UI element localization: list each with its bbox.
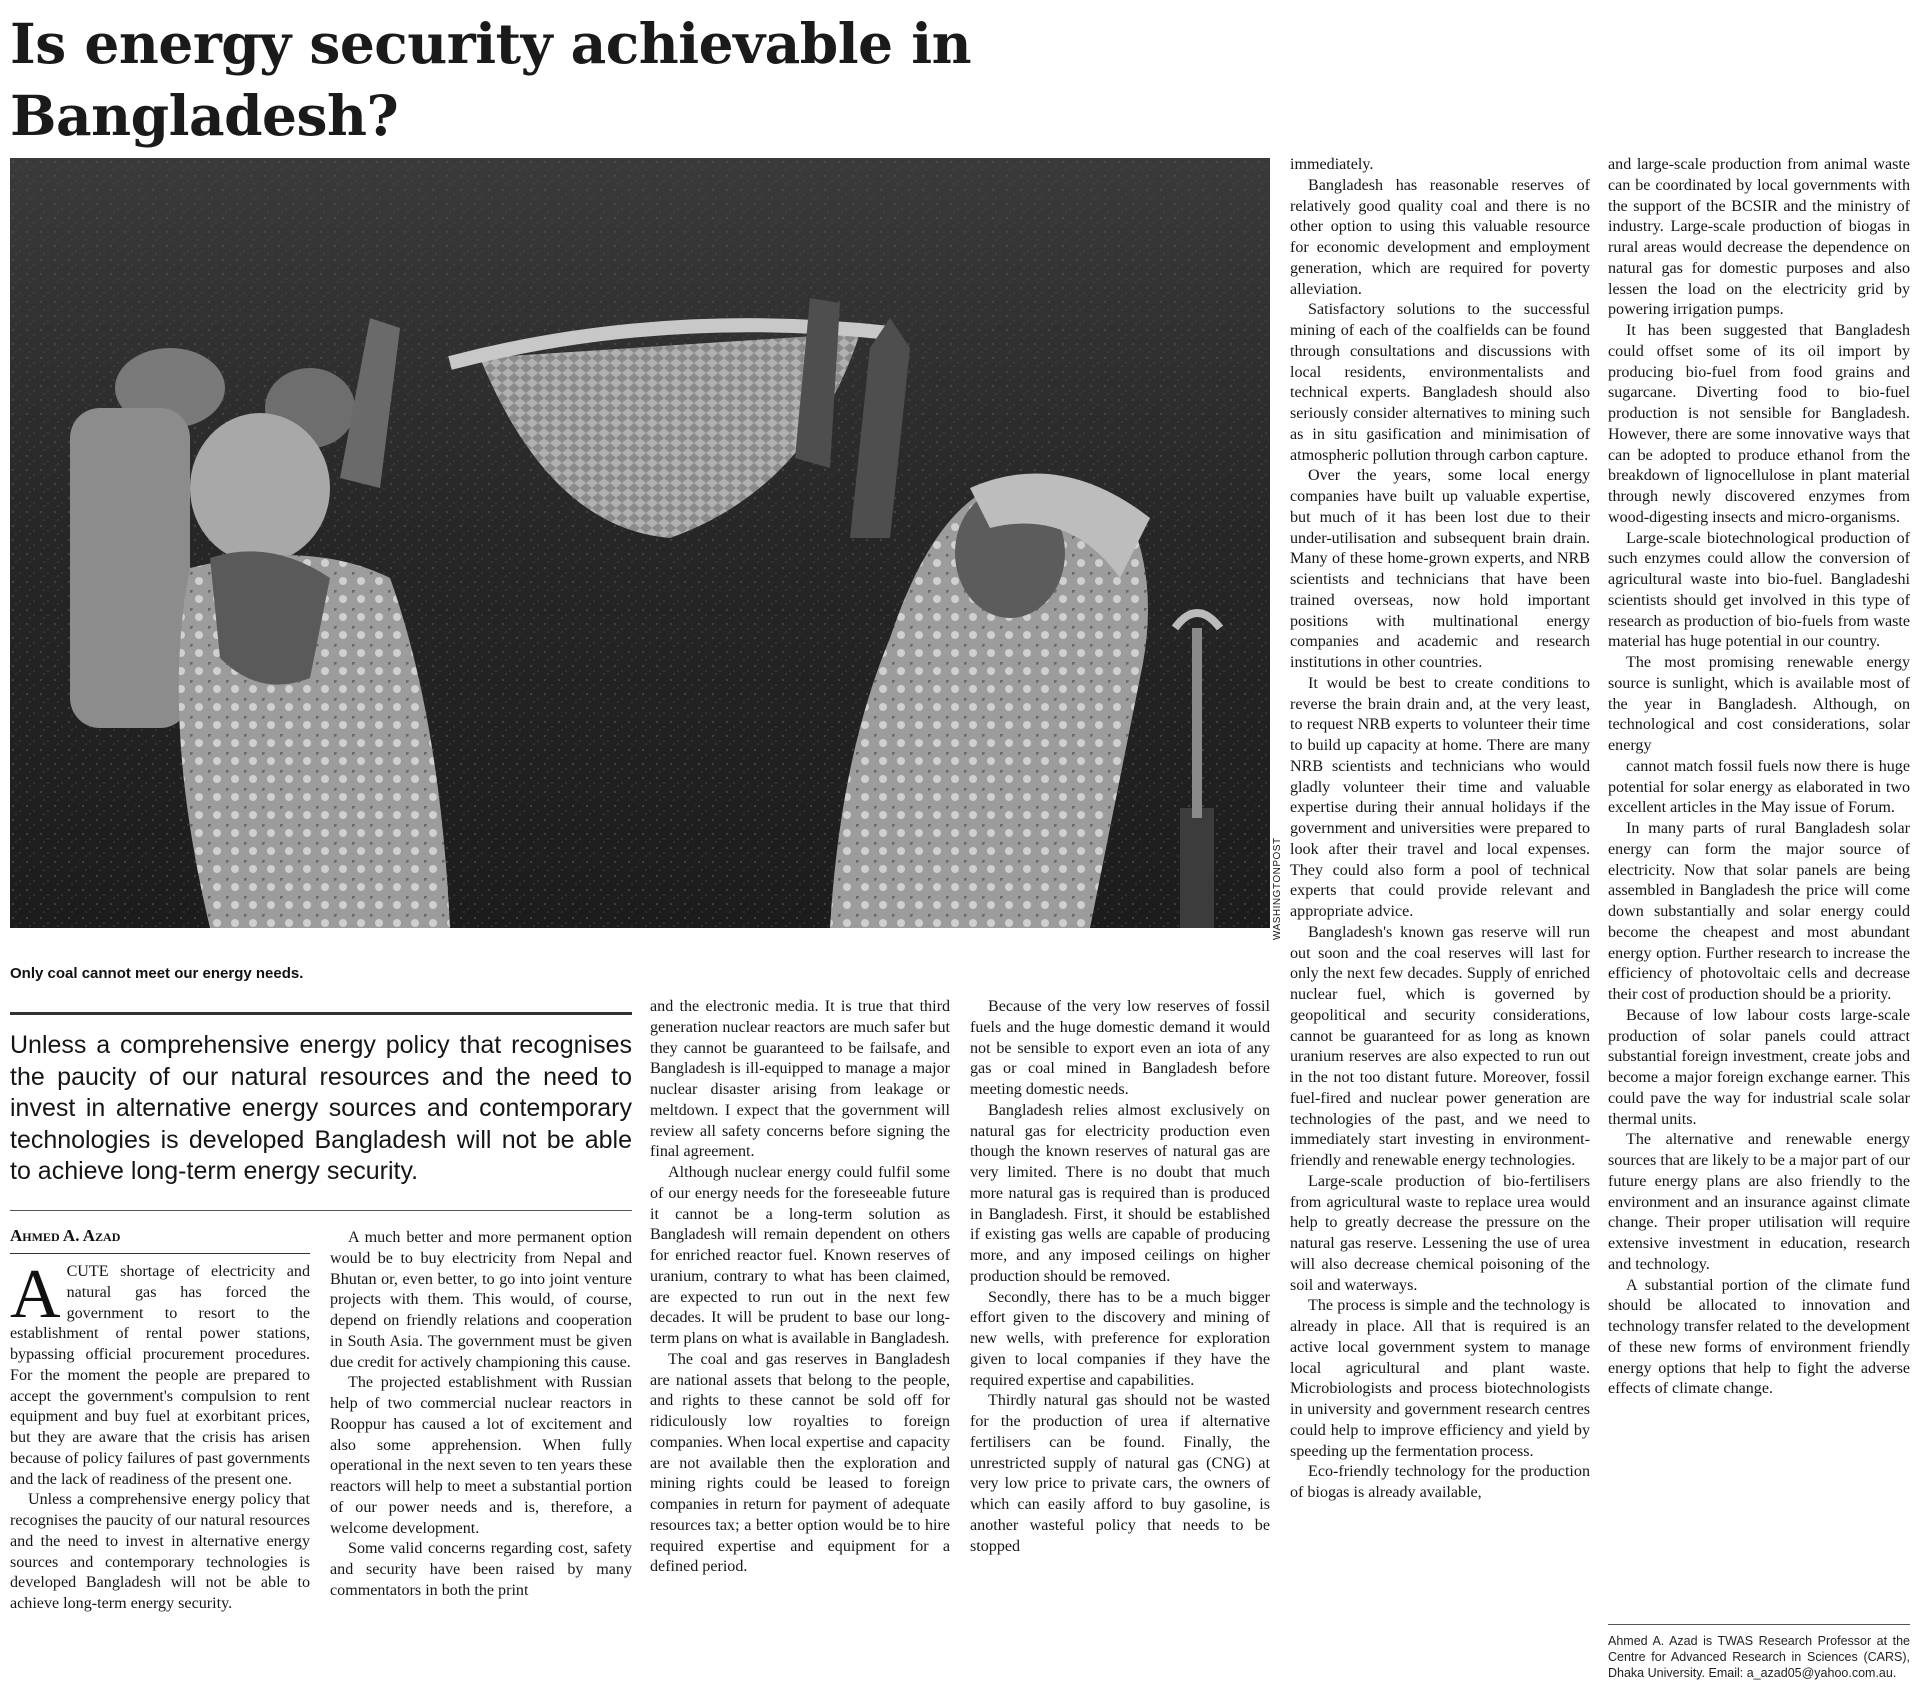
article-photo — [10, 158, 1270, 928]
pullquote-top-rule — [10, 1012, 632, 1015]
article-column-3 — [650, 997, 950, 1691]
paragraph: It has been suggested that Bangladesh could offset some of its oil import by producing bio-fuel from food grains and sugarcane. Diverting food to bio-fuel production is not sensible for Bangladesh. However, there are some innovative ways that can be adopted to produce ethanol from the breakdown of lignocellulose in plant material through newly discovered enzymes from wood-digesting insects and micro-organisms. — [1608, 322, 1910, 526]
paragraph: Large-scale biotechnological production of such enzymes could allow the conversion of agricultural waste into bio-fuel. Bangladeshi scientists should get involved in this type of research as production of bio-fuels from waste material has huge potential in our country. — [1608, 529, 1910, 651]
paragraph: Because of the very low reserves of fossil fuels and the huge domestic demand it would not be sensible to export even an iota of any gas or coal mined in Bangladesh before meeting domestic needs. — [970, 998, 1270, 1098]
paragraph: and the electronic media. It is true that third generation nuclear reactors are much safer but they cannot be guaranteed to be failsafe, and Bangladesh is ill-equipped to manage a major nuclear disaster arising from leakage or meltdown. I expect that the government will review all safety concerns before signing the final agreement. — [650, 998, 950, 1161]
paragraph: Unless a comprehensive energy policy that recognises the paucity of our natural resources and the need to invest in alternative energy sources and contemporary technologies is developed Bangladesh will not be able to achieve long-term energy security. — [10, 1491, 310, 1612]
paragraph: It would be best to create conditions to reverse the brain drain and, at the very least, to request NRB experts to volunteer their time to build up capacity at home. There are many NRB scientists and technicians who would gladly volunteer their time and valuable expertise during their annual holidays if the government and universities were prepared to look after their travel and local expenses. They could also form a pool of technical experts that could provide relevant and appropriate advice. — [1290, 674, 1590, 920]
paragraph: Although nuclear energy could fulfil some of our energy needs for the foreseeable future it cannot be a long-term solution as Bangladesh will remain dependent on others for enriched reactor fuel. Known reserves of uranium, contrary to what has been claimed, are expected to run out in the next few decades. It will be prudent to base our long-term plans on what is available in Bangladesh. — [650, 1164, 950, 1347]
paragraph: The coal and gas reserves in Bangladesh are national assets that belong to the people, and rights to these cannot be sold off for ridiculously low royalties to foreign companies. When local expertise and capacity are not available then the exploration and mining rights could be leased to foreign companies in return for payment of adequate resources tax; a better option would be to hire required expertise and equipment for a defined period. — [650, 1350, 950, 1576]
pullquote: Unless a comprehensive energy policy that recognises the paucity of our natural resources and the need to invest in alternative energy sources and contemporary technologies is developed Bangladesh will not be able to achieve long-term energy security. — [10, 1031, 632, 1185]
paragraph: A substantial portion of the climate fund should be allocated to innovation and technology transfer related to the development of these new forms of environment friendly energy options that help to fight the adverse effects of climate change. — [1608, 1276, 1910, 1398]
article-column-6 — [1608, 155, 1910, 1617]
author-bio: Ahmed A. Azad is TWAS Research Professor at the Centre for Advanced Research in Sciences (CARS), Dhaka University. Email: a_azad05@yahoo.com.au. — [1608, 1634, 1910, 1680]
paragraph: Eco-friendly technology for the production of biogas is already available, — [1290, 1463, 1590, 1501]
article-column-5 — [1290, 155, 1590, 1692]
paragraph: Secondly, there has to be a much bigger effort given to the discovery and mining of new wells, with preference for exploration given to local companies if they have the required expertise and capabilities. — [970, 1288, 1270, 1389]
lead-paragraph — [10, 1262, 310, 1490]
paragraph: The most promising renewable energy source is sunlight, which is available most of the year in Bangladesh. Although, on technological and cost considerations, solar energy — [1608, 654, 1910, 754]
paragraph: cannot match fossil fuels now there is huge potential for solar energy as elaborated in two excellent articles in the May issue of Forum. — [1608, 757, 1910, 817]
byline: Ahmed A. Azad — [10, 1226, 121, 1245]
paragraph: Bangladesh relies almost exclusively on natural gas for electricity production even though the known reserves of natural gas are very limited. There is no doubt that much more natural gas is required than is produced in Bangladesh. First, it should be established if existing gas wells are capable of producing more, and any imposed ceilings on higher production should be removed. — [970, 1101, 1270, 1285]
pullquote-bottom-rule — [10, 1210, 632, 1211]
paragraph: Bangladesh's known gas reserve will run out soon and the coal reserves will last for only the next few decades. Supply of enriched nuclear fuel, which is governed by geopolitical and security considerations, cannot be guaranteed for as long as known uranium reserves are also expected to run out in the not too distant future. Moreover, fossil fuel-fired and nuclear power generation are technologies of the past, and we need to immediately start investing in environment-friendly and renewable energy technologies. — [1290, 923, 1590, 1169]
article-column-1 — [10, 1262, 310, 1692]
paragraph: The process is simple and the technology is already in place. All that is required is an active local government system to manage local agricultural and plant waste. Microbiologists and process biotechnologists in university and government research centres could help to improve efficiency and yield by speeding up the fermentation process. — [1290, 1297, 1590, 1460]
paragraph: A much better and more permanent option would be to buy electricity from Nepal and Bhutan or, even better, to go into joint venture projects with them. This would, of course, depend on friendly relations and cooperation in South Asia. The government must be given due credit for actively championing this cause. — [330, 1229, 632, 1371]
paragraph: and large-scale production from animal waste can be coordinated by local governments with the support of the BCSIR and the ministry of industry. Large-scale production of biogas in rural areas would decrease the dependence on natural gas for domestic purposes and also lessen the load on the electricity grid by powering irrigation pumps. — [1608, 156, 1910, 319]
article-column-4 — [970, 997, 1270, 1691]
byline-rule — [10, 1253, 310, 1254]
paragraph: Because of low labour costs large-scale production of solar panels could attract substantial foreign investment, create jobs and become a major foreign exchange earner. This could pave the way for industrial scale solar thermal units. — [1608, 1006, 1910, 1128]
lead-first-word: CUTE — [66, 1263, 109, 1280]
lead-text: shortage of electricity and natural gas has forced the government to resort to the establishment of rental power stations, bypassing official procurement procedures. For the moment the people are prepared to accept the government's compulsion to rent equipment and buy fuel at exorbitant prices, but they are aware that the crisis has arisen because of policy failures of past governments and the lack of readiness of the present one. — [10, 1263, 310, 1488]
paragraph: Large-scale production of bio-fertilisers from agricultural waste to replace urea would help to greatly decrease the pressure on the natural gas reserve. Lessening the use of urea will also decrease chemical poisoning of the soil and waterways. — [1290, 1172, 1590, 1294]
paragraph: The projected establishment with Russian help of two commercial nuclear reactors in Rooppur has caused a lot of excitement and also some apprehension. When fully operational in the next seven to ten years these reactors will help to meet a substantial portion of our power needs and is, therefore, a welcome development. — [330, 1374, 632, 1537]
paragraph: Bangladesh has reasonable reserves of relatively good quality coal and there is no other option to using this valuable resource for economic development and employment generation, which are required for poverty alleviation. — [1290, 176, 1590, 298]
headline: Is energy security achievable in Bangladesh? — [10, 11, 972, 148]
drop-cap: A — [10, 1262, 61, 1333]
paragraph: immediately. — [1290, 156, 1374, 173]
paragraph: Over the years, some local energy companies have built up valuable expertise, but much of it has been lost due to their under-utilisation and subsequent brain drain. Many of these home-grown experts, and NRB scientists and technicians that have been trained overseas, now hold important positions with multinational energy companies and academic and research institutions in other countries. — [1290, 467, 1590, 671]
photo-caption: Only coal cannot meet our energy needs. — [10, 965, 304, 982]
paragraph: Satisfactory solutions to the successful mining of each of the coalfields can be found through consultations and discussions with local residents, environmentalists and technical experts. Bangladesh should also seriously consider alternatives to mining such as in situ gasification and minimisation of atmospheric pollution through carbon capture. — [1290, 301, 1590, 464]
photo-illustration — [10, 158, 1270, 928]
paragraph: Some valid concerns regarding cost, safety and security have been raised by many commentators in both the print — [330, 1540, 632, 1599]
paragraph: The alternative and renewable energy sources that are likely to be a major part of our future energy plans are also friendly to the environment and an insurance against climate change. Their proper utilisation will require extensive investment in education, research and technology. — [1608, 1131, 1910, 1273]
article-column-2 — [330, 1228, 632, 1690]
paragraph: Thirdly natural gas should not be wasted for the production of urea if alternative fertilisers can be found. Finally, the unrestricted supply of natural gas (CNG) at very low price to private cars, the owners of which can easily afford to buy gasoline, is another wasteful policy that needs to be stopped — [970, 1392, 1270, 1555]
paragraph: In many parts of rural Bangladesh solar energy can form the major source of electricity. Now that solar panels are being assembled in Bangladesh the price will come down substantially and solar energy could become the cheapest and most abundant energy option. Further research to increase the efficiency of photovoltaic cells and decrease their cost of production should be a priority. — [1608, 820, 1910, 1003]
bio-rule — [1608, 1624, 1910, 1625]
photo-credit: WASHINGTONPOST — [1272, 837, 1283, 940]
